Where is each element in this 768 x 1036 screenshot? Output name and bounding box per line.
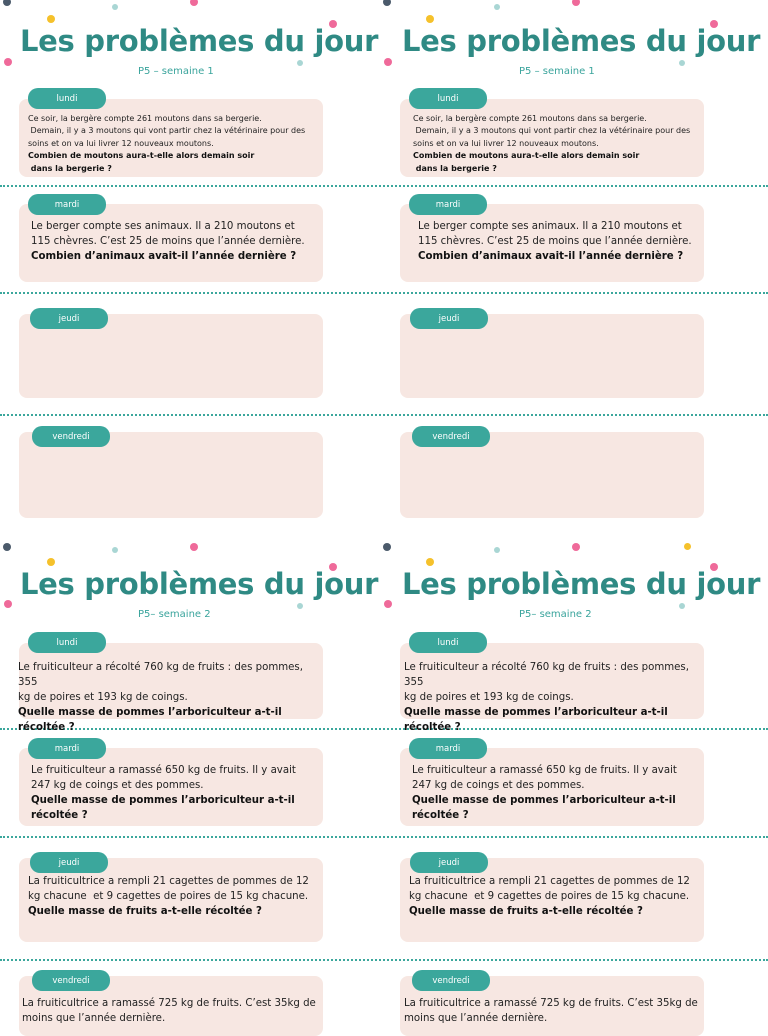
day-badge-mardi: mardi [409, 738, 487, 759]
dot-pink [190, 0, 198, 6]
problem-line: Demain, il y a 3 moutons qui vont partir chez la vétérinaire pour des [28, 126, 306, 136]
problem-text-vendredi [404, 996, 704, 1026]
page-title: Les problèmes du jour [402, 567, 761, 601]
problem-question: Combien de moutons aura-t-elle alors demain soir [28, 151, 255, 161]
problem-text-mardi [31, 219, 321, 264]
problem-question: récoltée ? [31, 810, 88, 821]
day-badge-jeudi: jeudi [410, 308, 488, 329]
day-badge-jeudi: jeudi [30, 308, 108, 329]
dotted-divider [0, 836, 768, 838]
dot-pink [4, 600, 12, 608]
problem-text-mardi [412, 763, 702, 823]
dot-yellow [47, 558, 55, 566]
problem-line: La fruiticultrice a rempli 21 cagettes de pommes de 12 [28, 876, 309, 887]
problem-line: kg de poires et 193 kg de coings. [18, 692, 188, 703]
dot-lightblue [297, 603, 303, 609]
dot-lightblue [494, 547, 500, 553]
dot-lightblue [679, 60, 685, 66]
problem-line: 247 kg de coings et des pommes. [31, 780, 204, 791]
day-badge-vendredi: vendredi [412, 970, 490, 991]
day-badge-mardi: mardi [28, 194, 106, 215]
day-badge-mardi: mardi [28, 738, 106, 759]
problem-text-jeudi [409, 874, 704, 919]
day-badge-lundi: lundi [28, 88, 106, 109]
dot-pink [190, 543, 198, 551]
problem-text-lundi [404, 660, 704, 735]
problem-question: Combien d’animaux avait-il l’année dernière ? [418, 251, 684, 262]
dot-navy [3, 543, 11, 551]
dotted-divider [0, 414, 768, 416]
problem-question: dans la bergerie ? [28, 163, 112, 173]
problem-line: 247 kg de coings et des pommes. [412, 780, 585, 791]
day-badge-jeudi: jeudi [30, 852, 108, 873]
problem-text-jeudi [28, 874, 323, 919]
day-badge-mardi: mardi [409, 194, 487, 215]
problem-line: soins et on va lui livrer 12 nouveaux moutons. [28, 138, 214, 148]
dot-navy [383, 0, 391, 6]
dot-yellow [426, 15, 434, 23]
problem-line: Ce soir, la bergère compte 261 moutons dans sa bergerie. [413, 114, 647, 123]
day-badge-jeudi: jeudi [410, 852, 488, 873]
page-title: Les problèmes du jour [20, 24, 379, 58]
problem-line: Le fruiticulteur a récolté 760 kg de fruits : des pommes, 355 [404, 662, 689, 688]
problem-line: kg chacune et 9 cagettes de poires de 15 kg chacune. [28, 891, 309, 902]
problem-question: récoltée ? [412, 810, 469, 821]
problem-text-mardi [418, 219, 703, 264]
dot-lightblue [112, 547, 118, 553]
problem-line: 115 chèvres. C’est 25 de moins que l’année dernière. [418, 236, 692, 247]
problem-question: Combien de moutons aura-t-elle alors demain soir [413, 151, 640, 161]
dot-lightblue [112, 4, 118, 10]
page-subtitle: P5– semaine 2 [519, 609, 592, 620]
dotted-divider [0, 959, 768, 961]
page-title: Les problèmes du jour [20, 567, 379, 601]
problem-line: Le fruiticulteur a récolté 760 kg de fruits : des pommes, 355 [18, 662, 303, 688]
page-subtitle: P5 – semaine 1 [138, 66, 214, 77]
problem-line: Le berger compte ses animaux. Il a 210 moutons et [31, 221, 295, 232]
dotted-divider [0, 185, 768, 187]
problem-question: Quelle masse de pommes l’arboriculteur a-t-il récoltée ? [18, 707, 282, 733]
dotted-divider [0, 292, 768, 294]
dot-pink [572, 543, 580, 551]
problem-question: Quelle masse de fruits a-t-elle récoltée ? [28, 906, 262, 917]
problem-line: Ce soir, la bergère compte 261 moutons dans sa bergerie. [28, 114, 262, 123]
problem-line: La fruiticultrice a ramassé 725 kg de fruits. C’est 35kg de [22, 998, 316, 1009]
problem-question: Quelle masse de pommes l’arboriculteur a-t-il [31, 795, 295, 806]
problem-text-lundi [28, 113, 323, 175]
dot-lightblue [679, 603, 685, 609]
dot-yellow [47, 15, 55, 23]
problem-line: La fruiticultrice a rempli 21 cagettes de pommes de 12 [409, 876, 690, 887]
dot-pink [384, 600, 392, 608]
problem-line: Le fruiticulteur a ramassé 650 kg de fruits. Il y avait [31, 765, 296, 776]
problem-question: Quelle masse de fruits a-t-elle récoltée ? [409, 906, 643, 917]
problem-text-mardi [31, 763, 321, 823]
page-subtitle: P5– semaine 2 [138, 609, 211, 620]
page-subtitle: P5 – semaine 1 [519, 66, 595, 77]
problem-line: kg chacune et 9 cagettes de poires de 15 kg chacune. [409, 891, 690, 902]
dot-lightblue [297, 60, 303, 66]
problem-question: Combien d’animaux avait-il l’année dernière ? [31, 251, 297, 262]
day-badge-vendredi: vendredi [32, 426, 110, 447]
problem-line: Demain, il y a 3 moutons qui vont partir chez la vétérinaire pour des [413, 126, 691, 136]
day-badge-lundi: lundi [28, 632, 106, 653]
dot-lightblue [494, 4, 500, 10]
problem-text-lundi [413, 113, 705, 175]
day-badge-vendredi: vendredi [412, 426, 490, 447]
problem-line: kg de poires et 193 kg de coings. [404, 692, 574, 703]
problem-line: moins que l’année dernière. [22, 1013, 166, 1024]
problem-line: moins que l’année dernière. [404, 1013, 548, 1024]
problem-question: Quelle masse de pommes l’arboriculteur a-t-il récoltée ? [404, 707, 668, 733]
dot-pink [572, 0, 580, 6]
problem-line: soins et on va lui livrer 12 nouveaux moutons. [413, 138, 599, 148]
dot-navy [383, 543, 391, 551]
problem-text-vendredi [22, 996, 322, 1026]
day-badge-vendredi: vendredi [32, 970, 110, 991]
problem-line: Le fruiticulteur a ramassé 650 kg de fruits. Il y avait [412, 765, 677, 776]
day-badge-lundi: lundi [409, 632, 487, 653]
problem-question: dans la bergerie ? [413, 163, 497, 173]
dot-navy [3, 0, 11, 6]
problem-question: Quelle masse de pommes l’arboriculteur a-t-il [412, 795, 676, 806]
page-title: Les problèmes du jour [402, 24, 761, 58]
day-badge-lundi: lundi [409, 88, 487, 109]
dot-pink [384, 58, 392, 66]
dot-pink [4, 58, 12, 66]
dot-yellow [426, 558, 434, 566]
problem-text-lundi [18, 660, 323, 735]
problem-line: La fruiticultrice a ramassé 725 kg de fruits. C’est 35kg de [404, 998, 698, 1009]
problem-line: Le berger compte ses animaux. Il a 210 moutons et [418, 221, 682, 232]
problem-line: 115 chèvres. C’est 25 de moins que l’année dernière. [31, 236, 305, 247]
dot-yellow [684, 543, 691, 550]
